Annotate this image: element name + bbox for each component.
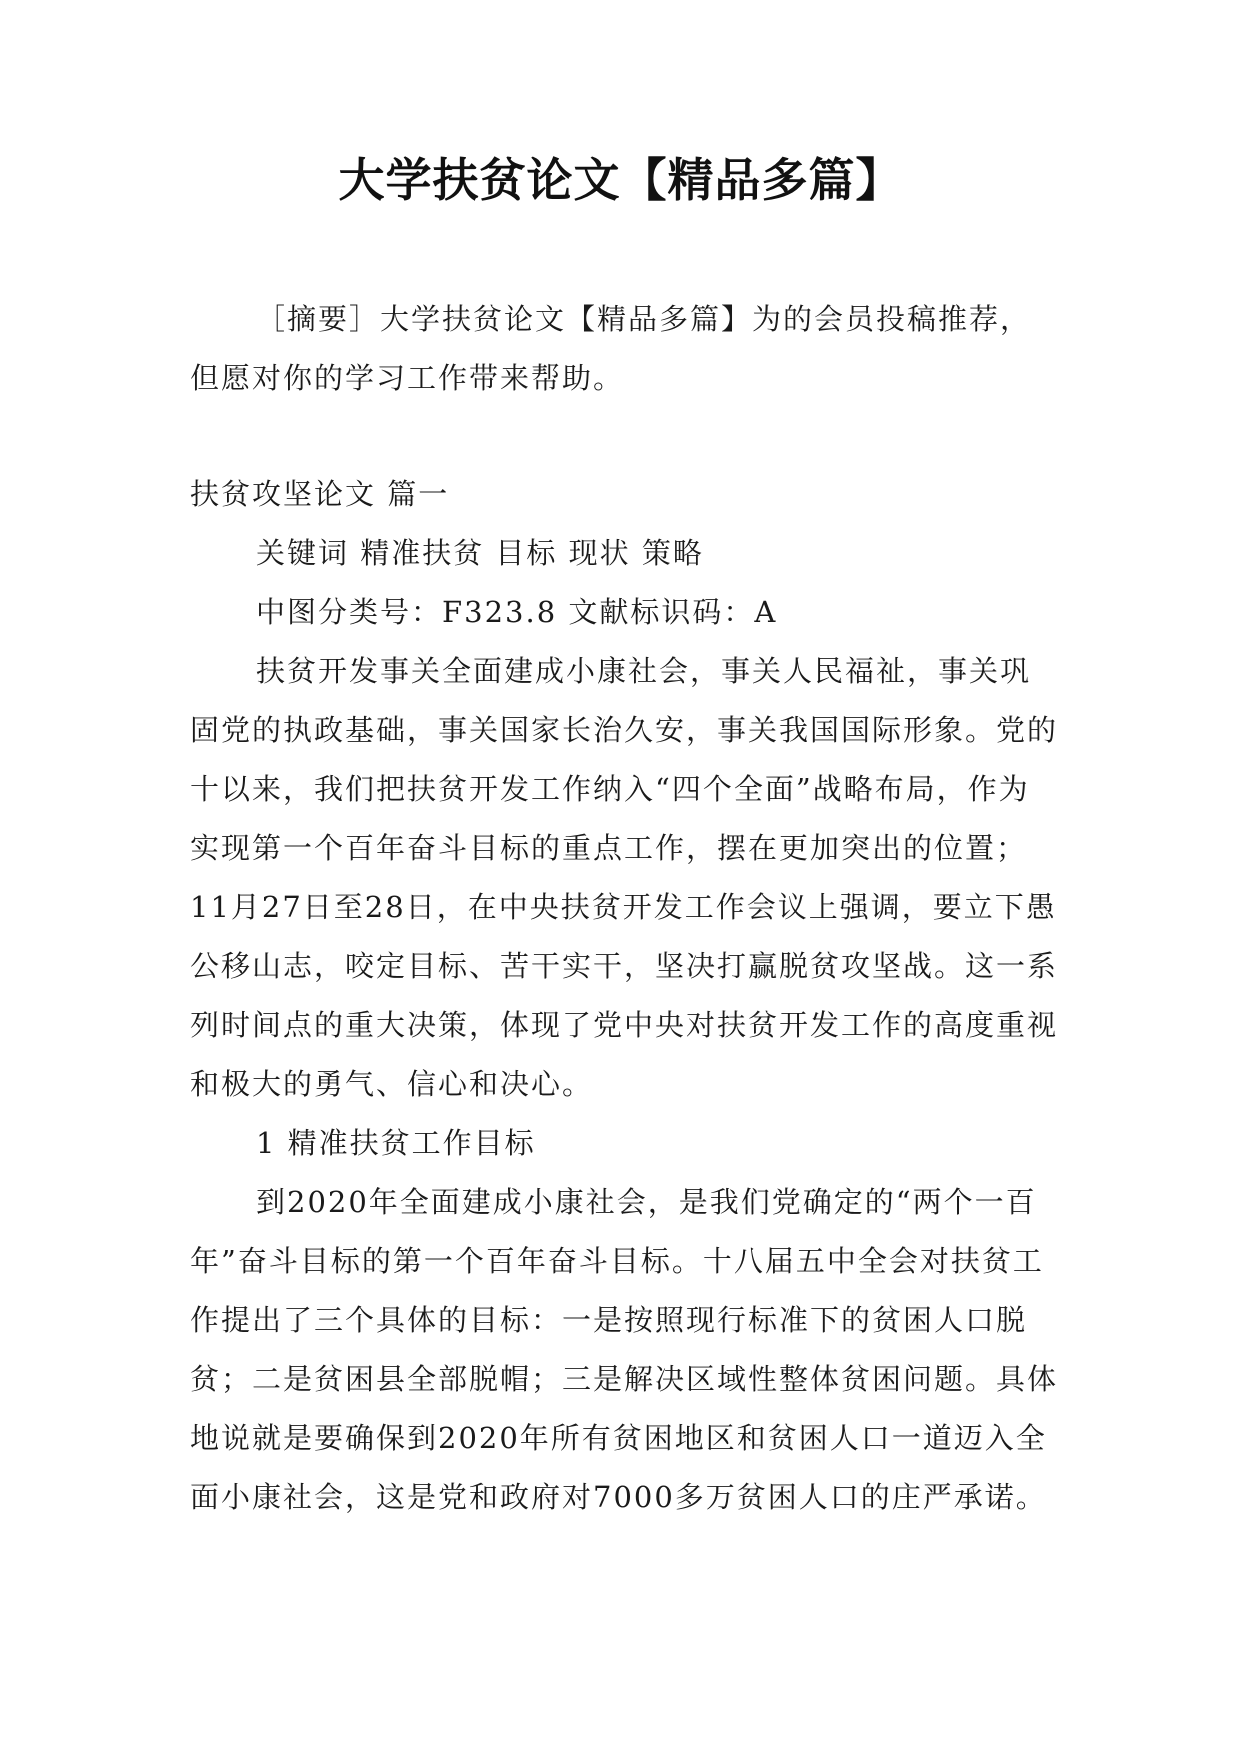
subheading: 1 精准扶贫工作目标 bbox=[256, 1126, 536, 1160]
abstract-paragraph: ［摘要］大学扶贫论文【精品多篇】为的会员投稿推荐，但愿对你的学习工作带来帮助。 bbox=[190, 302, 1032, 395]
keywords-line: 关键词 精准扶贫 目标 现状 策略 bbox=[256, 536, 704, 570]
classification-line: 中图分类号：F323.8 文献标识码：A bbox=[256, 595, 778, 629]
body-paragraph: 扶贫开发事关全面建成小康社会，事关人民福祉，事关巩固党的执政基础，事关国家长治久安，事关我国国际形象。党的十以来，我们把扶贫开发工作纳入“四个全面”战略布局，作为实现第一个百年奋斗目标的重点工作，摆在更加突出的位置； 11月27日至28日，在中央扶贫开发工作会议上强调，要立下愚公移山志，咬定目标、苦干实干，坚决打赢脱贫攻坚战。这一系列时间点的重大决策，体现了党中央对扶贫开发工作的高度重视和极大的勇气、信心和决心。 bbox=[190, 654, 1059, 1101]
section-heading: 扶贫攻坚论文 篇一 bbox=[190, 477, 450, 511]
body-paragraph: 到2020年全面建成小康社会，是我们党确定的“两个一百年”奋斗目标的第一个百年奋斗目标。十八届五中全会对扶贫工作提出了三个具体的目标：一是按照现行标准下的贫困人口脱贫；二是贫困县全部脱帽；三是解决区域性整体贫困问题。具体地说就是要确保到2020年所有贫困地区和贫困人口一道迈入全面小康社会，这是党和政府对7000多万贫困人口的庄严承诺。 bbox=[190, 1185, 1059, 1514]
document-title: 大学扶贫论文【精品多篇】 bbox=[338, 153, 903, 207]
article-body bbox=[190, 465, 1060, 1527]
